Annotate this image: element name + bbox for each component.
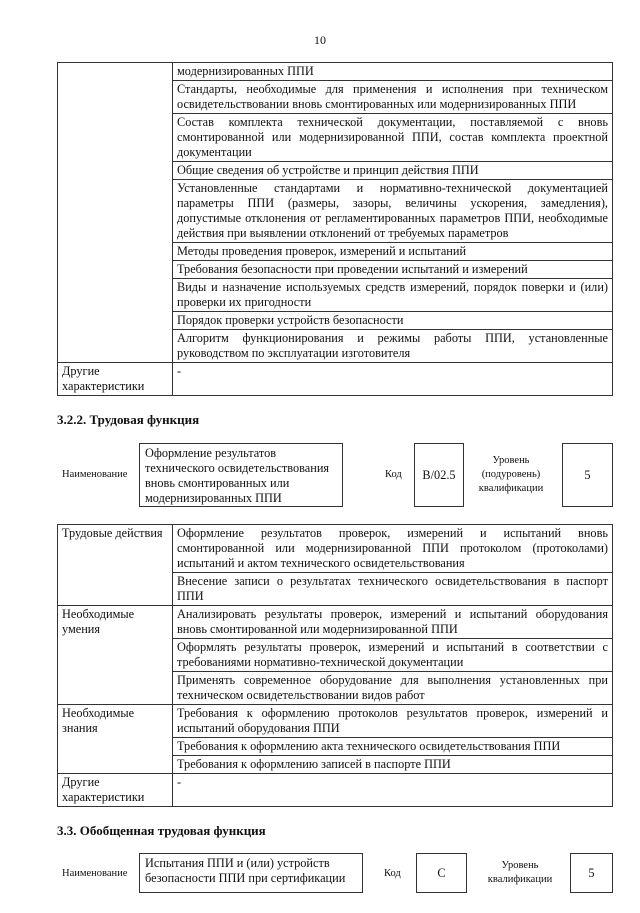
row-item: Требования безопасности при проведении испытаний и измерений xyxy=(173,261,613,279)
table-row xyxy=(58,705,613,738)
row-label xyxy=(58,63,173,363)
section-heading: 3.3. Обобщенная трудовая функция xyxy=(57,823,266,838)
level-label: Уровень (подуровень) квалификации xyxy=(478,455,544,494)
table-row xyxy=(58,525,613,573)
row-item: Требования к оформлению акта технического освидетельствования ППИ xyxy=(173,738,613,756)
row-label: Другие характеристики xyxy=(58,774,173,807)
row-item: Методы проведения проверок, измерений и испытаний xyxy=(173,243,613,261)
table-row xyxy=(58,363,613,396)
row-item: Установленные стандартами и нормативно-технической документацией параметры ППИ (размеры, зазоры, величины ускорения, замедления), допустимые отклонения от регламентированных параметров ППИ, необходимые действия при выявлении отклонений от требуемых параметров xyxy=(173,180,613,243)
row-label: Необходимые знания xyxy=(58,705,173,774)
row-item: - xyxy=(173,363,613,396)
row-item: Требования к оформлению протоколов результатов проверок, измерений и испытаний оборудования ППИ xyxy=(173,705,613,738)
row-label: Необходимые умения xyxy=(58,606,173,705)
row-label: Трудовые действия xyxy=(58,525,173,606)
row-item: модернизированных ППИ xyxy=(173,63,613,81)
function-code: C xyxy=(416,853,467,893)
function-header xyxy=(0,853,640,893)
row-item: Виды и назначение используемых средств измерений, порядок поверки и (или) проверки их пригодности xyxy=(173,279,613,312)
row-item: Требования к оформлению записей в паспорте ППИ xyxy=(173,756,613,774)
function-name: Оформление результатов технического освидетельствования вновь смонтированных или модернизированных ППИ xyxy=(139,443,343,507)
row-item: Алгоритм функционирования и режимы работы ППИ, установленные руководством по эксплуатации изготовителя xyxy=(173,330,613,363)
function-code: B/02.5 xyxy=(414,443,464,507)
row-item: Оформлять результаты проверок, измерений и испытаний в соответствии с требованиями нормативно-технической документации xyxy=(173,639,613,672)
code-label: Код xyxy=(384,868,401,879)
row-item: - xyxy=(173,774,613,807)
row-item: Применять современное оборудование для выполнения установленных при техническом освидетельствовании видов работ xyxy=(173,672,613,705)
row-label: Другие характеристики xyxy=(58,363,173,396)
name-label: Наименование xyxy=(62,868,128,879)
level-label: Уровень квалификации xyxy=(487,860,553,885)
qualification-level: 5 xyxy=(570,853,613,893)
code-label: Код xyxy=(385,469,402,480)
section-heading: 3.2.2. Трудовая функция xyxy=(57,412,200,427)
table-row xyxy=(58,63,613,81)
qualification-level: 5 xyxy=(562,443,613,507)
generalized-function-name: Испытания ППИ и (или) устройств безопасности ППИ при сертификации xyxy=(139,853,363,893)
row-item: Анализировать результаты проверок, измерений и испытаний оборудования вновь смонтированной или модернизированной ППИ xyxy=(173,606,613,639)
knowledge-table xyxy=(57,62,613,396)
row-item: Стандарты, необходимые для применения и исполнения при техническом освидетельствовании вновь смонтированных или модернизированных ППИ xyxy=(173,81,613,114)
row-item: Общие сведения об устройстве и принцип действия ППИ xyxy=(173,162,613,180)
name-label: Наименование xyxy=(62,469,128,480)
row-item: Оформление результатов проверок, измерений и испытаний вновь смонтированной или модернизированной ППИ протоколом (протоколами) испытаний и актом технического освидетельствования xyxy=(173,525,613,573)
row-item: Порядок проверки устройств безопасности xyxy=(173,312,613,330)
function-table xyxy=(57,524,613,807)
row-item: Состав комплекта технической документации, поставляемой с вновь смонтированной или модернизированной ППИ, состав комплекта проектной документации xyxy=(173,114,613,162)
table-row xyxy=(58,606,613,639)
page-number: 10 xyxy=(314,33,326,47)
row-item: Внесение записи о результатах технического освидетельствования в паспорт ППИ xyxy=(173,573,613,606)
table-row xyxy=(58,774,613,807)
function-header xyxy=(0,443,640,507)
